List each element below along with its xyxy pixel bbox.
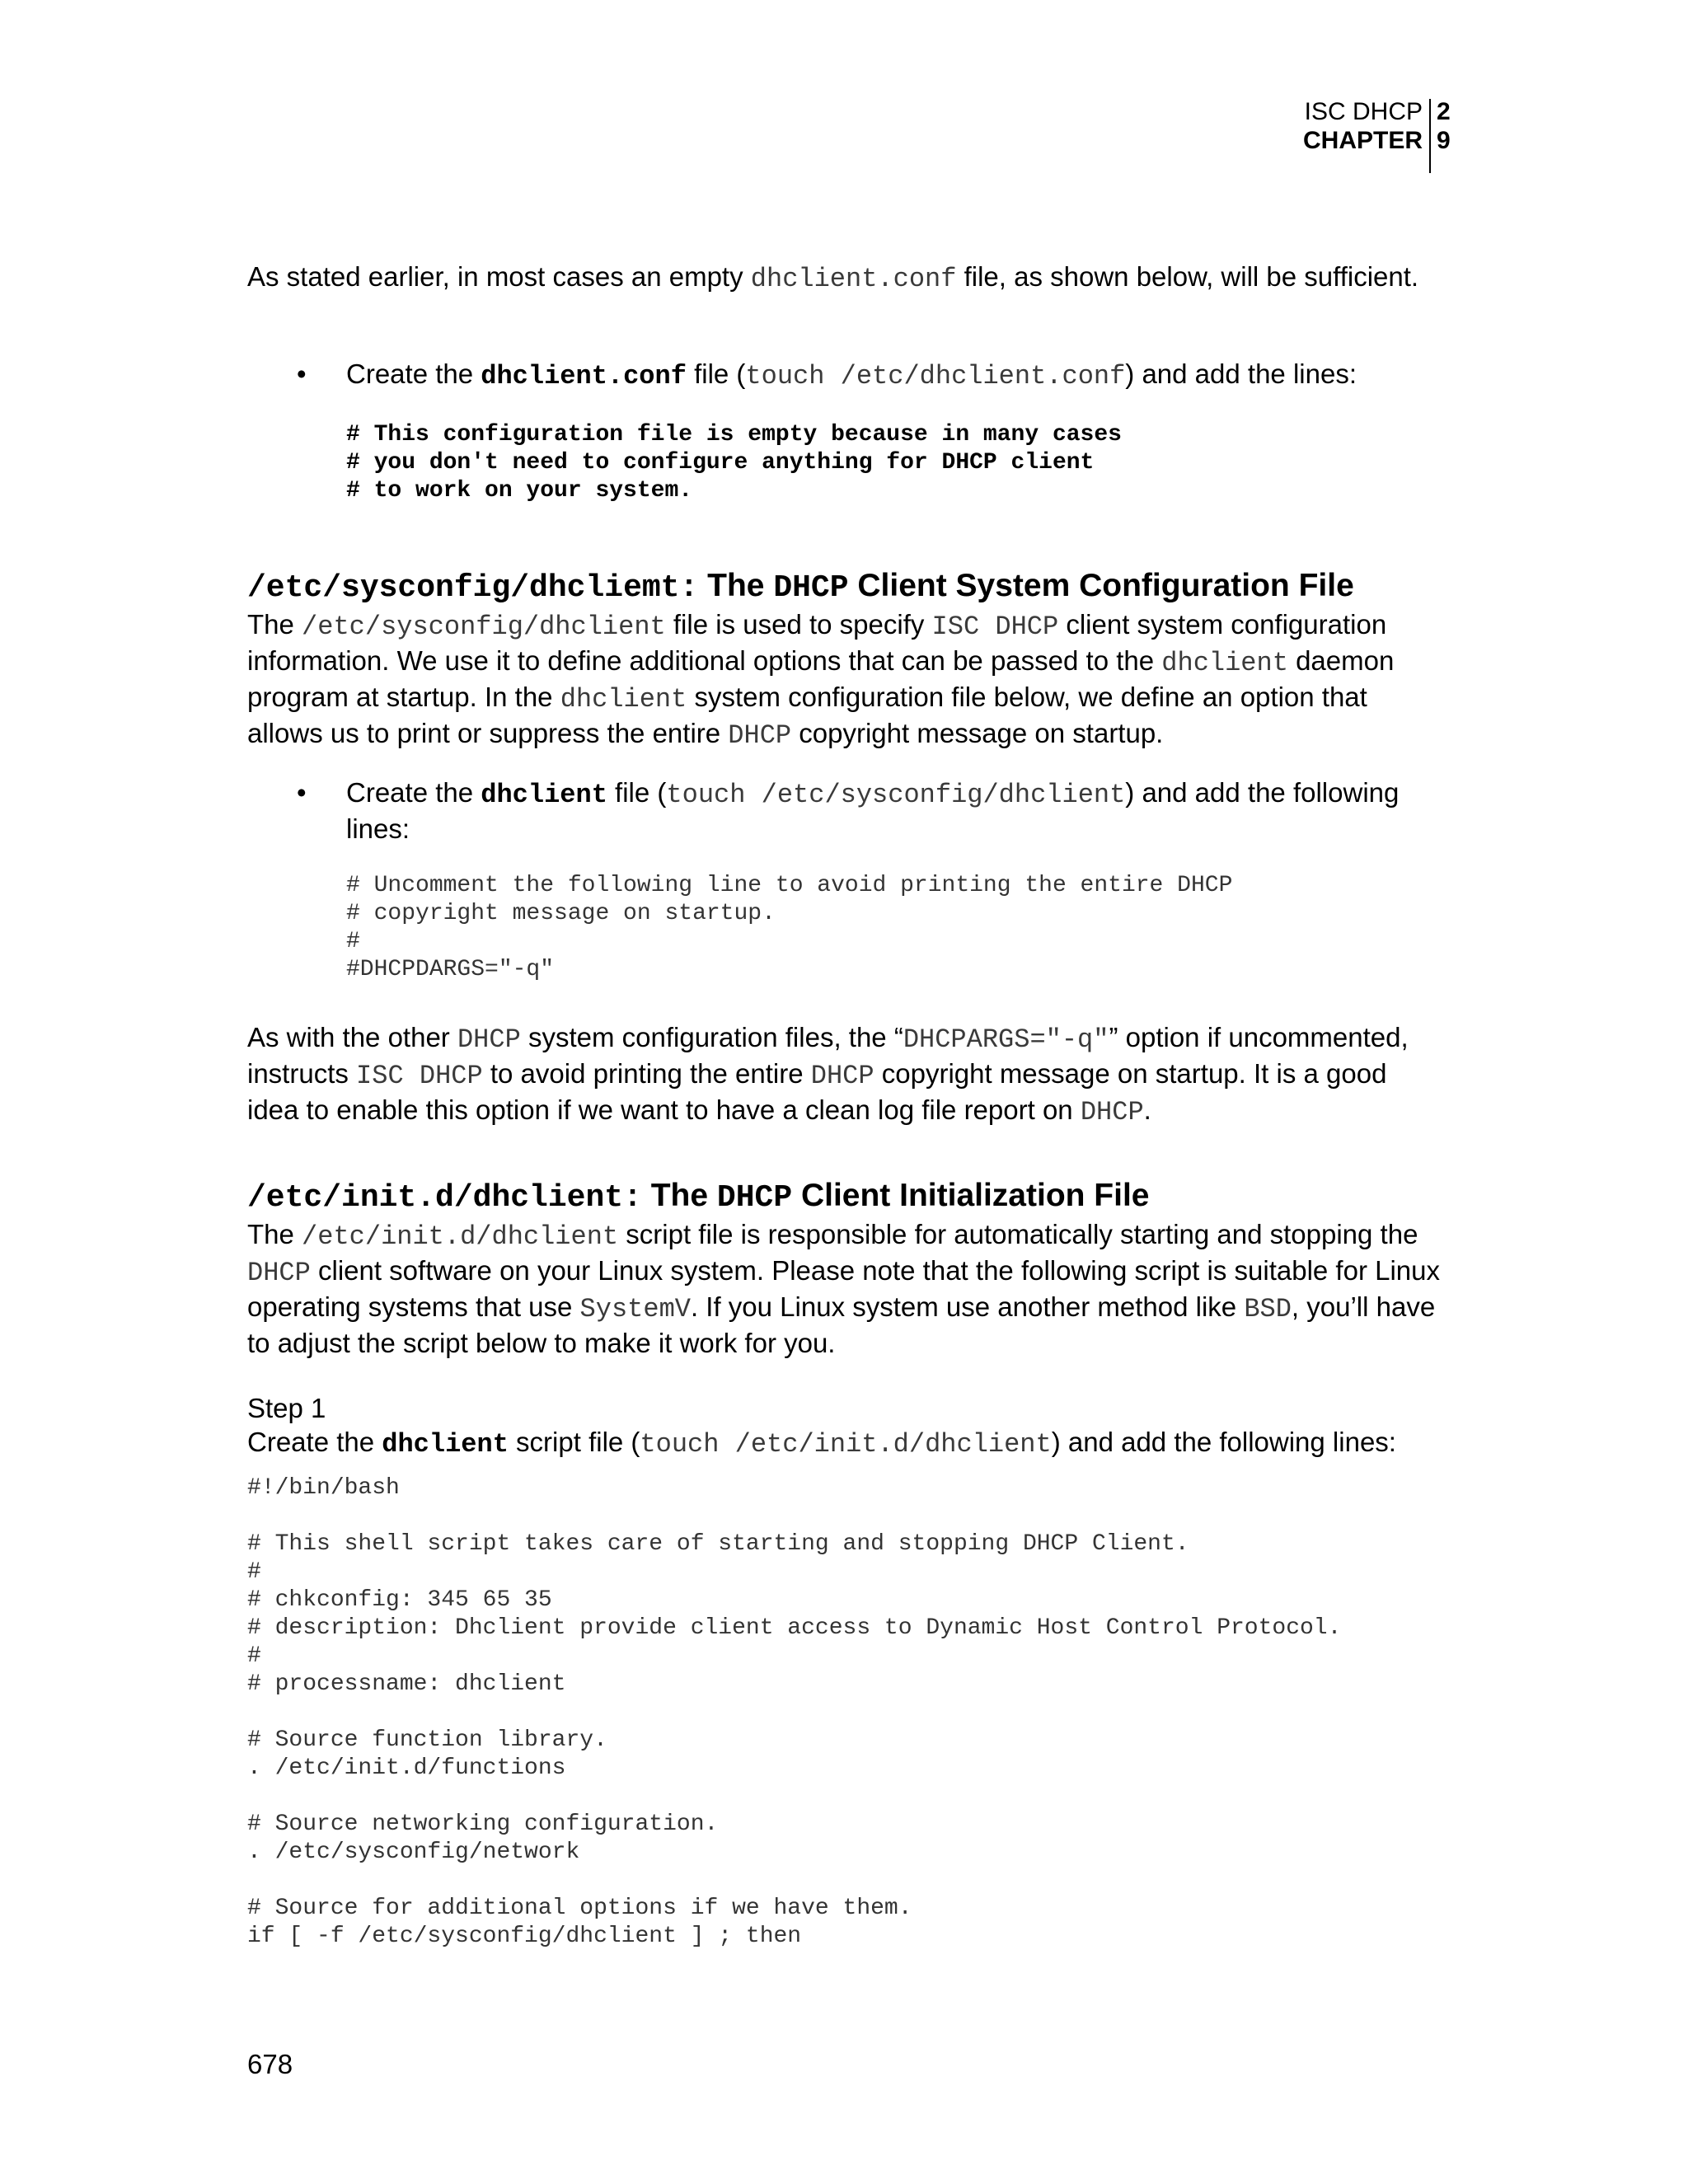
step-label: Step 1 <box>247 1393 326 1423</box>
bullet-create-sysconfig-dhclient: • Create the dhclient file (touch /etc/sysconfig/dhclient) and add the following lines: <box>247 776 1442 846</box>
header-title: ISC DHCP <box>1304 98 1423 125</box>
section-heading: /etc/sysconfig/dhcliemt: The DHCP Client System Configuration File <box>247 568 1354 606</box>
section-init-d <box>247 1177 1442 1360</box>
chapter-number <box>1437 97 1451 155</box>
code-block-init-script: #!/bin/bash # This shell script takes care of starting and stopping DHCP Client. # # chkconfig: 345 65 35 # description: Dhclient provide client access to Dynamic Host Control Protocol. # # processname: dhclient # Source function library. . /etc/init.d/functions # Source networking configuration. . /etc/sysconfig/network # Source for additional options if we have them. if [ -f /etc/sysconfig/dhclient ] ; then <box>247 1475 1342 1949</box>
section-sysconfig <box>247 567 1442 752</box>
bullet-create-dhclient-conf: • Create the dhclient.conf file (touch /etc/dhclient.conf) and add the lines: <box>247 357 1442 393</box>
header-divider <box>1429 99 1431 173</box>
header-chapter-label: CHAPTER <box>1302 127 1423 154</box>
section-paragraph: The /etc/init.d/dhclient script file is responsible for automatically starting and stopping the DHCP client software on your Linux system. Please note that the following script is suitable for Linux operating systems that use SystemV. If you Linux system use another method like BSD, you’ll have to adjust the script below to make it work for you. <box>247 1219 1441 1358</box>
step-1 <box>247 1391 1442 1461</box>
code-block-dhclient-conf: # This configuration file is empty because in many cases # you don't need to configure anything for DHCP client # to work on your system. <box>346 422 1122 504</box>
section-paragraph: The /etc/sysconfig/dhclient file is used to specify ISC DHCP client system configuration information. We use it to define additional options that can be passed to the dhclient daemon program at startup. In the dhclient system configuration file below, we define an option that allows us to print or suppress the entire DHCP copyright message on startup. <box>247 609 1395 751</box>
dhcpargs-paragraph: As with the other DHCP system configuration files, the “DHCPARGS="-q"” option if uncommented, instructs ISC DHCP to avoid printing the entire DHCP copyright message on startup. It is a good idea to enable this option if we want to have a clean log file report on DHCP. <box>247 1022 1409 1127</box>
section-heading: /etc/init.d/dhclient: The DHCP Client Initialization File <box>247 1178 1150 1216</box>
step-instruction: Create the dhclient script file (touch /etc/init.d/dhclient) and add the following lines: <box>247 1427 1396 1460</box>
running-header <box>1303 97 1431 155</box>
intro-paragraph: As stated earlier, in most cases an empty dhclient.conf file, as shown below, will be sufficient. <box>247 261 1419 294</box>
code-block-sysconfig: # Uncomment the following line to avoid printing the entire DHCP # copyright message on startup. # #DHCPDARGS="-q" <box>346 873 1233 982</box>
chapter-number-digit-1: 2 <box>1437 98 1451 125</box>
page-number: 678 <box>247 2049 293 2079</box>
chapter-number-digit-2: 9 <box>1437 127 1451 154</box>
